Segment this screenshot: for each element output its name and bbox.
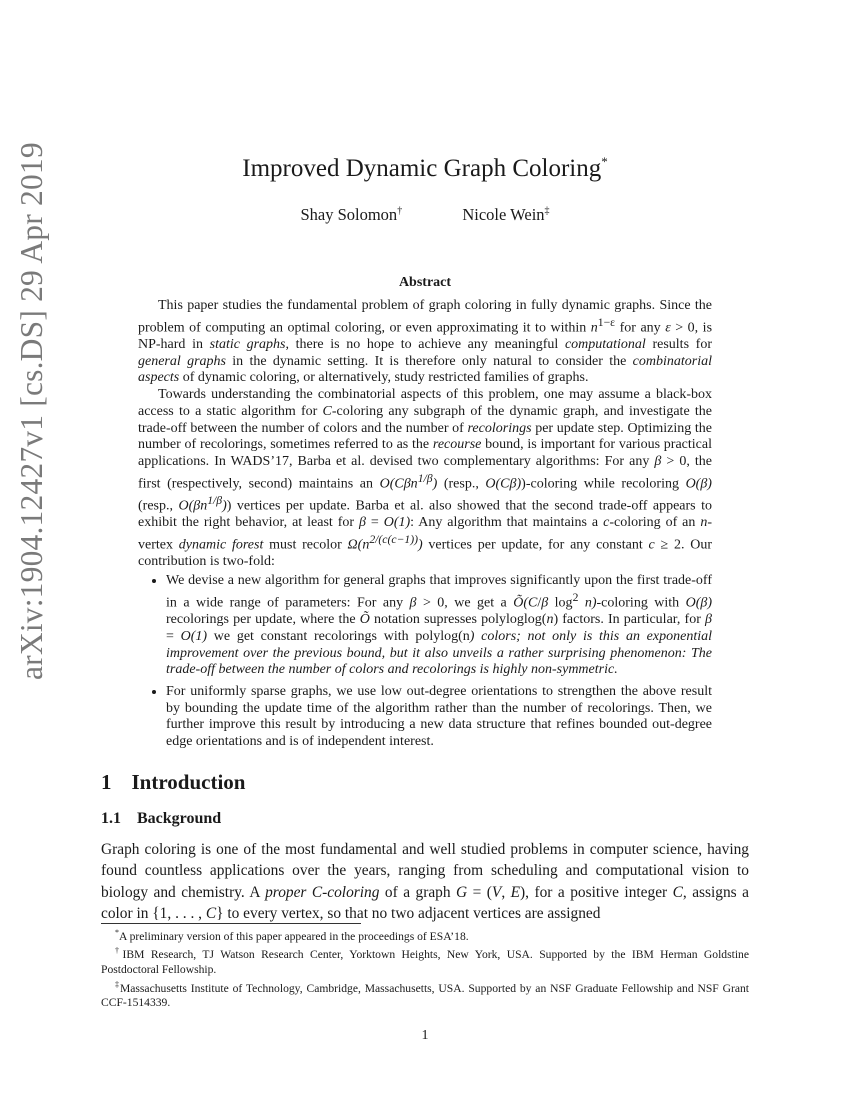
page-number: 1: [421, 1028, 429, 1043]
footnote-2: †IBM Research, TJ Watson Research Center, Yorktown Heights, New York, USA. Supported by the IBM Herman Goldstine Postdoctoral Fellowship.: [101, 946, 749, 976]
abstract-paragraph-1: This paper studies the fundamental problem of graph coloring in fully dynamic graphs. Since the problem of computing an optimal coloring, or even approximating it to within $n^{1-\varepsilon}$ for any ε > 0, is NP-hard in static graphs, there is no hope to achieve any meaningful computational results for general graphs in the dynamic setting. It is therefore only natural to consider the combinatorial aspects of dynamic coloring, or alternatively, study restricted families of graphs.: [138, 298, 713, 386]
contribution-item-1: • We devise a new algorithm for general graphs that improves significantly upon the first trade-off in a wide range of parameters: For any β > 0, we get a Õ(C/β $\log^2$ n)-coloring with O(β) recolorings per update, where the Õ notation supresses polyloglog(n) factors. In particular, for β = O(1) we get constant recolorings with polylog(n) colors; not only is this an exponential improvement over the previous bound, but it also unveils a rather surprising phenomenon: The trade-off between the number of colors and recolorings is highly non-symmetric.: [166, 573, 712, 679]
footnote-1: *A preliminary version of this paper appeared in the proceedings of ESA’18.: [115, 928, 469, 943]
abstract-heading: Abstract: [398, 275, 452, 290]
author-1: [300, 205, 402, 224]
author-list: [0, 205, 850, 225]
section-heading-introduction: [101, 770, 245, 795]
contribution-list: [138, 573, 712, 751]
abstract: [138, 298, 712, 756]
paper-title: [0, 154, 850, 183]
section-title: Introduction: [131, 770, 246, 794]
author-2: [462, 205, 549, 224]
footnotes: [101, 926, 749, 1011]
footnote-divider: [101, 923, 361, 924]
author-1-name: Shay Solomon: [300, 205, 398, 224]
subsection-title: Background: [137, 810, 222, 827]
abstract-paragraph-2: Towards understanding the combinatorial aspects of this problem, one may assume a black-box access to a static algorithm for C-coloring any subgraph of the dynamic graph, and investigate the trade-off between the number of colors and the number of recolorings per update step. Optimizing the number of recolorings, sometimes referred to as the recourse bound, is important for various practical applications. In WADS’17, Barba et al. devised two complementary algorithms: For any β > 0, the first (respectively, second) maintains an O(Cβn$^{1/\beta}$) (resp., O(Cβ))-coloring while recoloring O(β) (resp., $O(\beta n^{1/\beta})$) vertices per update. Barba et al. also showed that the second trade-off appears to exhibit the right behavior, at least for β = O(1): Any algorithm that maintains a c-coloring of an n-vertex dynamic forest must recolor $\Omega(n^{2/(c(c-1))})$ vertices per update, for any constant c ≥ 2. Our contribution is two-fold:: [138, 387, 712, 570]
introduction-paragraph: Graph coloring is one of the most fundamental and well studied problems in computer science, having found countless applications over the years, ranging from scheduling and computational vision to biology and chemistry. A proper C-coloring of a graph G = (V, E), for a positive integer C, assigns a color in {1, . . . , C} to every vertex, so that no two adjacent vertices are assigned: [101, 841, 749, 923]
author-2-name: Nicole Wein: [462, 205, 545, 224]
arxiv-identifier-stamp: arXiv:1904.12427v1 [cs.DS] 29 Apr 2019: [14, 142, 49, 680]
subsection-number: 1.1: [101, 810, 121, 827]
author-1-mark: †: [397, 205, 403, 217]
subsection-heading-background: [101, 810, 221, 828]
title-text: Improved Dynamic Graph Coloring: [242, 155, 602, 182]
footnote-3: ‡Massachusetts Institute of Technology, Cambridge, Massachusetts, USA. Supported by an NSF Graduate Fellowship and NSF Grant CCF-1514339.: [101, 979, 749, 1009]
author-2-mark: ‡: [544, 205, 550, 217]
section-number: 1: [101, 770, 112, 794]
contribution-item-2: • For uniformly sparse graphs, we use low out-degree orientations to strengthen the above result by bounding the update time of the algorithm rather than the number of recolorings. Then, we further improve this result by introducing a new data structure that refines bounded out-degree edge orientations and is of independent interest.: [166, 684, 712, 751]
title-footnote-mark: *: [601, 154, 608, 169]
